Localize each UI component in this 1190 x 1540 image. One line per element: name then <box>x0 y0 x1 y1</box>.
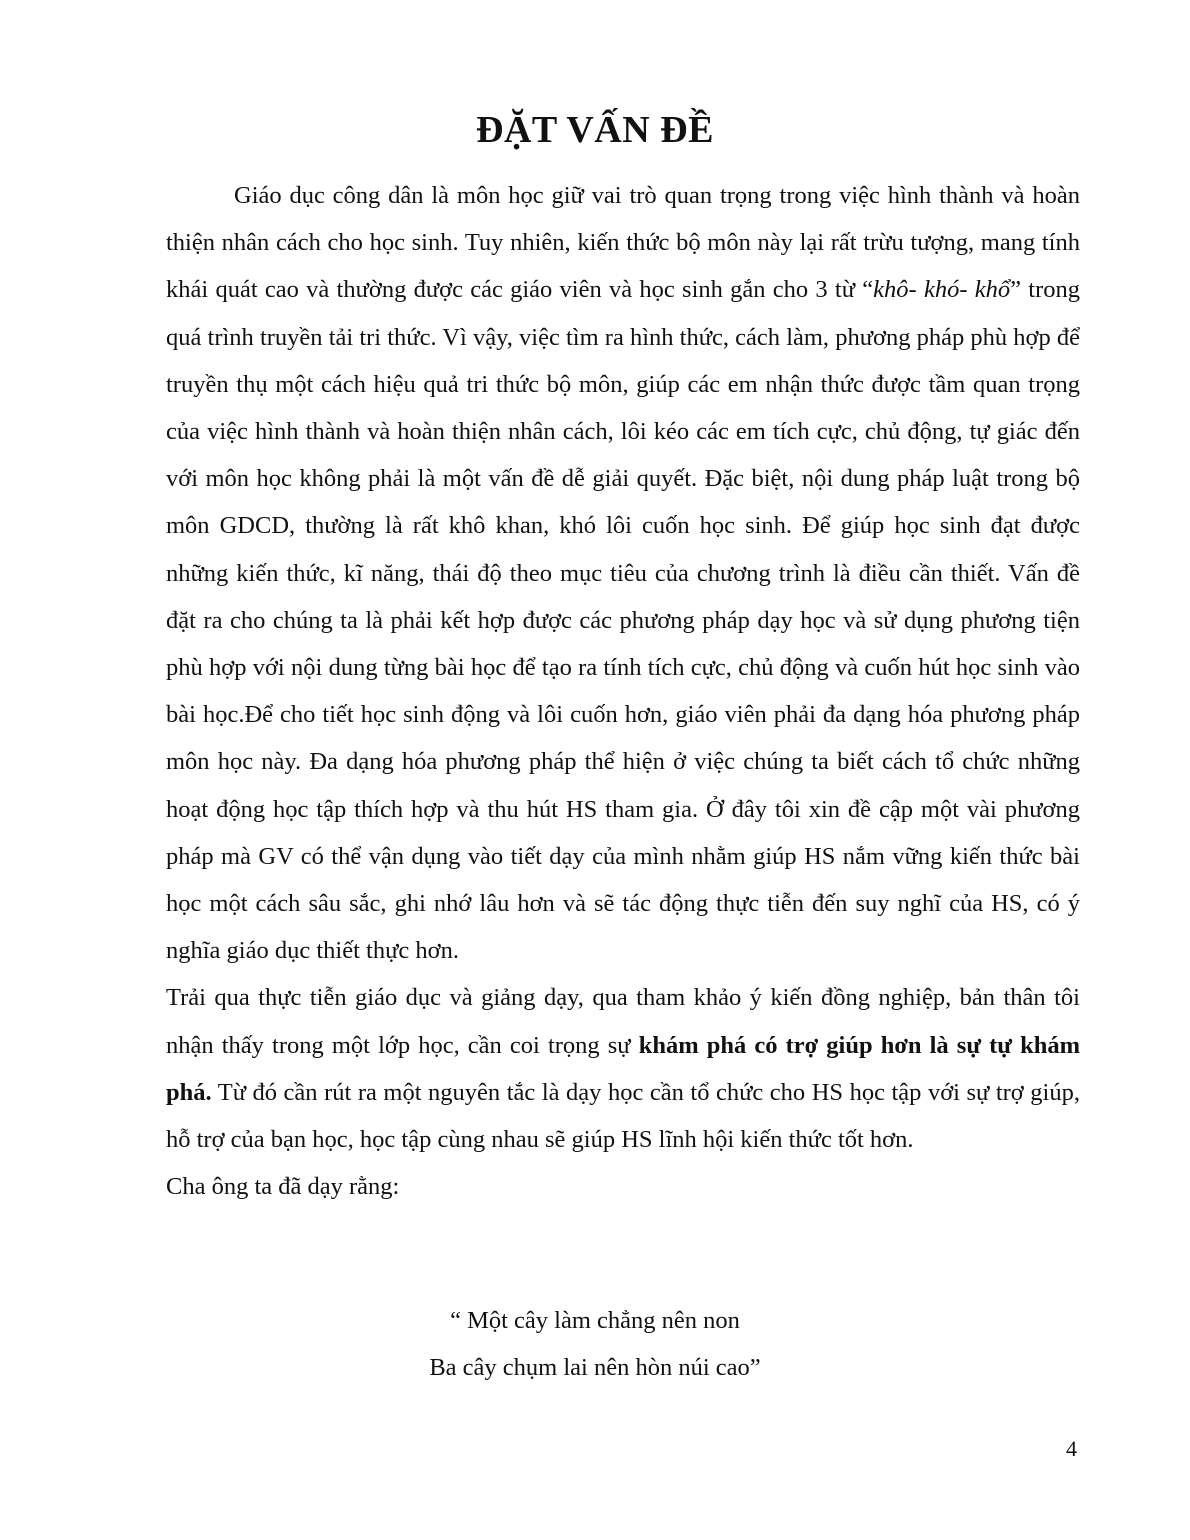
intro-quoted-words: khô- khó- khổ <box>873 276 1011 304</box>
paragraph-proverb-intro: Cha ông ta đã dạy rằng: <box>166 1173 400 1201</box>
experience-text-start: Trải qua thực tiễn giáo dục và giảng dạy, qua tham khảo ý kiến đồng nghiệp, bản thân tôi nhận thấy trong một lớp học, cần coi trọng sự <box>166 984 1080 1059</box>
intro-text-start: Giáo dục công dân là môn học giữ vai trò quan trọng trong việc hình thành và hoàn thiện nhân cách cho học sinh. Tuy nhiên, kiến thức bộ môn này lại rất trừu tượng, mang tính khái quát cao và thường được các giáo viên và học sinh gắn cho 3 từ “ <box>166 182 1080 304</box>
page-title: ĐẶT VẤN ĐỀ <box>476 109 714 151</box>
body-text <box>166 172 1080 1210</box>
proverb-verse <box>0 1297 1190 1391</box>
experience-text-rest: Từ đó cần rút ra một nguyên tắc là dạy học cần tổ chức cho HS học tập với sự trợ giúp, hỗ trợ của bạn học, học tập cùng nhau sẽ giúp HS lĩnh hội kiến thức tốt hơn. <box>166 1078 1080 1154</box>
experience-bold-phrase: khám phá có trợ giúp hơn là sự tự khám phá. <box>166 1031 1081 1106</box>
intro-text-rest: ” trong quá trình truyền tải tri thức. Vì vậy, việc tìm ra hình thức, cách làm, phương pháp phù hợp để truyền thụ một cách hiệu quả tri thức bộ môn, giúp các em nhận thức được tầm quan trọng của việc hình thành và hoàn thiện nhân cách, lôi kéo các em tích cực, chủ động, tự giác đến với môn học không phải là một vấn đề dễ giải quyết. Đặc biệt, nội dung pháp luật trong bộ môn GDCD, thường là rất khô khan, khó lôi cuốn học sinh. Để giúp học sinh đạt được những kiến thức, kĩ năng, thái độ theo mục tiêu của chương trình là điều cần thiết. Vấn đề đặt ra cho chúng ta là phải kết hợp được các phương pháp dạy học và sử dụng phương tiện phù hợp với nội dung từng bài học để tạo ra tính tích cực, chủ động và cuốn hút học sinh vào bài học.Để cho tiết học sinh động và lôi cuốn hơn, giáo viên phải đa dạng hóa phương pháp môn học này. Đa dạng hóa phương pháp thể hiện ở việc chúng ta biết cách tổ chức những hoạt động học tập thích hợp và thu hút HS tham gia. Ở đây tôi xin đề cập một vài phương pháp mà GV có thể vận dụng vào tiết dạy của mình nhằm giúp HS nắm vững kiến thức bài học một cách sâu sắc, ghi nhớ lâu hơn và sẽ tác động thực tiễn đến suy nghĩ của HS, có ý nghĩa giáo dục thiết thực hơn. <box>166 276 1080 965</box>
paragraph-experience <box>166 974 1080 1163</box>
page-number: 4 <box>1066 1436 1077 1461</box>
verse-line-2: Ba cây chụm lai nên hòn núi cao” <box>429 1354 761 1382</box>
paragraph-intro <box>166 172 1080 974</box>
verse-line-1: “ Một cây làm chẳng nên non <box>450 1307 740 1334</box>
